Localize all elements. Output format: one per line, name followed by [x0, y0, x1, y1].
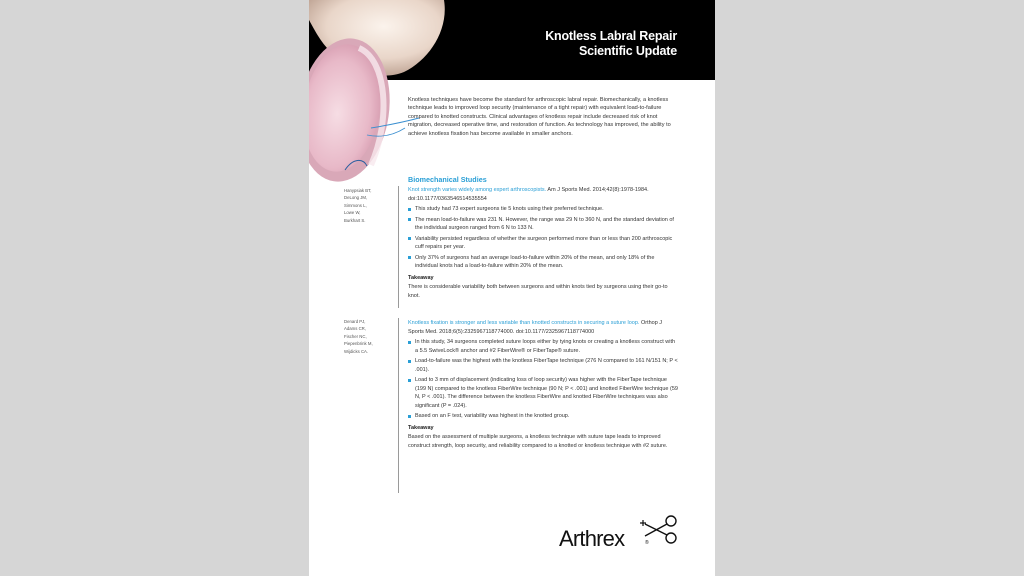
study-2-authors [344, 318, 392, 355]
title-line-2: Scientific Update [578, 44, 677, 58]
logo-wordmark: Arthrex [559, 526, 625, 551]
author: Denard PJ, [344, 319, 366, 324]
section-heading: Biomechanical Studies [408, 175, 487, 184]
study-2-bullet: Load to 3 mm of displacement (indicating loss of loop security) was higher with the FiberTape technique (199 N) compared to the knotless FiberWire technique (90 N; P < .001) and knotted FiberWire technique (59 N, P < .001). The difference between the knotless FiberWire and knotted FiberWire techniques was also significant (P = .024). [408, 376, 678, 410]
study-1-bullet: The mean load-to-failure was 231 N. However, the range was 29 N to 360 N, and the standard deviation of the individual surgeon ranged from 6 N to 133 N. [408, 216, 678, 233]
study-2 [408, 319, 678, 450]
author: Lowe W, [344, 210, 361, 216]
study-1-divider [398, 186, 399, 308]
study-2-takeaway-label: Takeaway [408, 424, 434, 431]
author: Simmons L, [344, 202, 367, 208]
author: DeLong JM, [344, 195, 368, 201]
study-1-title-link[interactable]: Knot strength varies widely among expert arthroscopists. [408, 187, 547, 193]
arthrex-logo [559, 518, 679, 558]
author: Adams CR, [344, 326, 366, 332]
study-1-bullet: Variability persisted regardless of whether the surgeon performed more than or less than 200 arthroscopic cuff repairs per year. [408, 235, 678, 252]
scissors-icon [637, 514, 679, 546]
study-1-bullet: This study had 73 expert surgeons tie 5 knots using their preferred technique. [408, 205, 678, 214]
study-2-divider [398, 318, 399, 493]
document-page [309, 0, 715, 576]
author: Piepenbrink M, [344, 341, 373, 347]
study-2-bullet: In this study, 34 surgeons completed suture loops either by tying knots or creating a knotless construct with a 5.5 SwiveLock® anchor and #2 FiberWire® or FiberTape® suture. [408, 338, 678, 355]
author: Wijdicks CA. [344, 348, 369, 354]
title-line-1: Knotless Labral Repair [545, 29, 677, 43]
study-2-title-link[interactable]: Knotless fixation is stronger and less variable than knotted constructs in securing a suture loop. [408, 320, 640, 326]
study-1-bullet: Only 37% of surgeons had an average load-to-failure within 20% of the mean, and only 18% of the individual knots had a load-to-failure within 20% of the mean. [408, 254, 678, 271]
study-2-bullet: Based on an F test, variability was highest in the knotted group. [408, 412, 678, 421]
study-1 [408, 186, 678, 300]
study-2-citation [408, 319, 678, 336]
author: Hanypsiak BT, [344, 188, 372, 193]
document-title [545, 29, 677, 59]
author: Fischer NC, [344, 333, 367, 339]
study-2-takeaway: Based on the assessment of multiple surgeons, a knotless technique with suture tape leads to improved construct strength, loop security, and reliability compared to a knotted or knotless technique with #2 suture. [408, 434, 668, 449]
study-2-bullet: Load-to-failure was the highest with the knotless FiberTape technique (276 N compared to 161 N/151 N; P < .001). [408, 357, 678, 374]
logo-registered-mark: ® [645, 540, 649, 546]
study-1-takeaway: There is considerable variability both between surgeons and within knots tied by surgeons using their go-to knot. [408, 284, 668, 299]
intro-paragraph: Knotless techniques have become the standard for arthroscopic labral repair. Biomechanically, a knotless technique leads to improved loop security (maintenance of a tight repair) with equivalent load-to-failure compared to knotted constructs. Clinical advantages of knotless repair include decreased risk of knot migration, decreased operative time, and restoration of function. As technology has improved, the ability to achieve knotless fixation has become available in smaller anchors. [408, 97, 671, 137]
study-1-reference: Am J Sports Med. 2014;42(8):1978-1984. doi:10.1177/0363546514535554 [408, 187, 649, 202]
study-2-reference: Orthop J Sports Med. 2018;6(5):2325967118774000. doi:10.1177/2325967118774000 [408, 320, 663, 335]
study-1-citation [408, 186, 678, 203]
study-1-authors [344, 187, 392, 224]
study-1-takeaway-label: Takeaway [408, 274, 434, 281]
author: Burkhart S. [344, 217, 366, 223]
